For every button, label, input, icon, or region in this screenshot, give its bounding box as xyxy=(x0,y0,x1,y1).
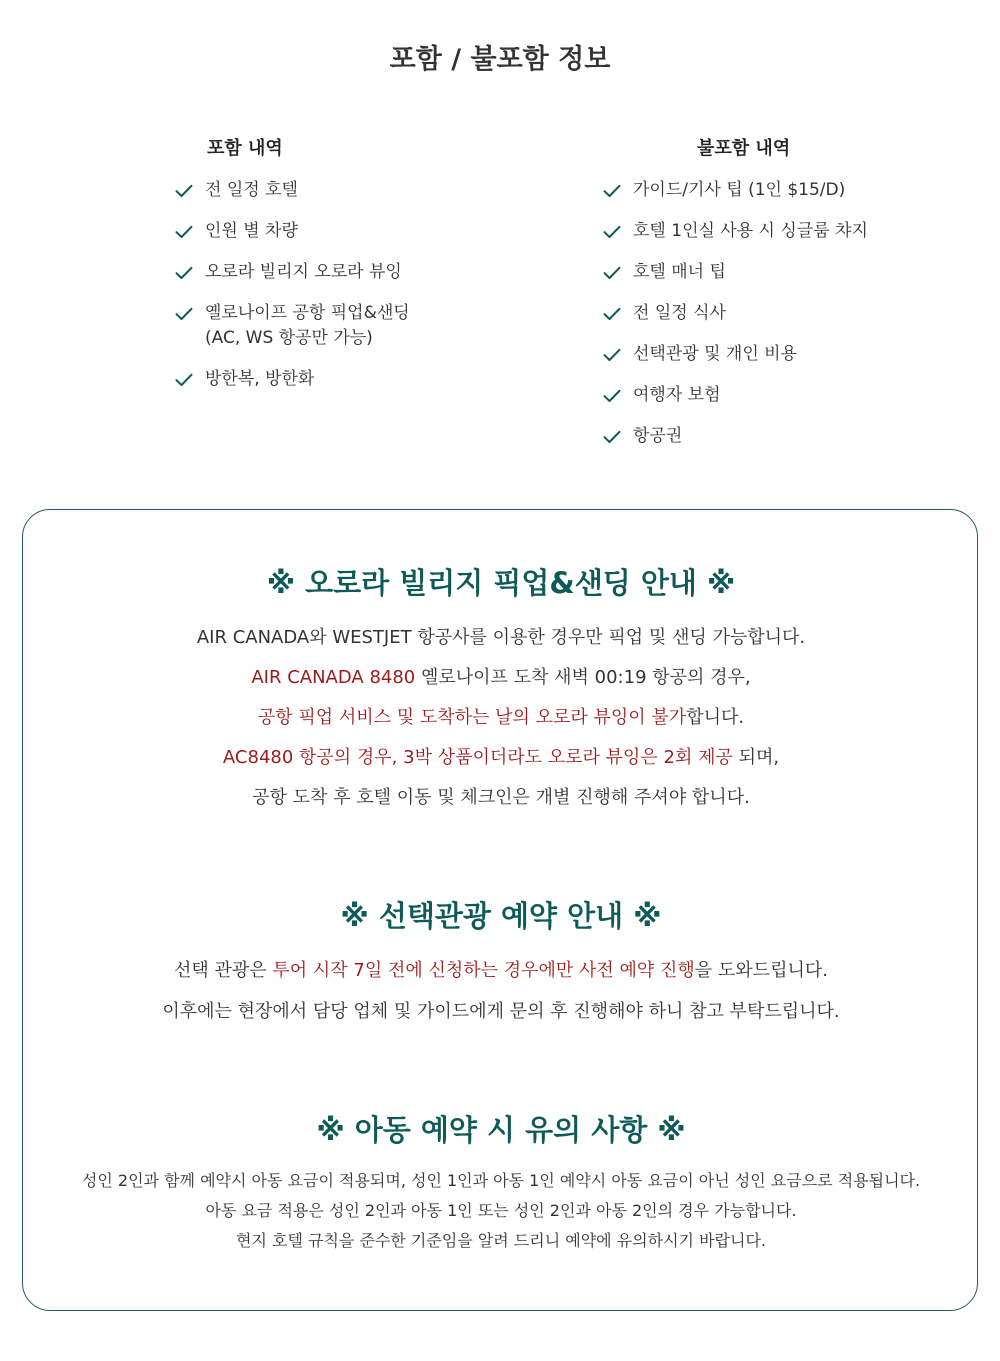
list-item-text: 가이드/기사 팁 (1인 $15/D) xyxy=(633,180,846,200)
list-item xyxy=(603,260,933,285)
included-list xyxy=(175,178,505,392)
list-item-text: 방한복, 방한화 xyxy=(205,369,315,389)
excluded-heading: 불포함 내역 xyxy=(697,138,791,159)
check-icon xyxy=(175,260,205,285)
list-item-text: 오로라 빌리지 오로라 뷰잉 xyxy=(205,262,402,282)
list-item xyxy=(603,383,933,408)
check-icon xyxy=(175,178,205,203)
list-item-text: 인원 별 차량 xyxy=(205,221,298,241)
excluded-column xyxy=(603,136,933,465)
pickup-line-2-highlight: AIR CANADA 8480 xyxy=(251,667,416,688)
list-item xyxy=(603,342,933,367)
list-item-text: 호텔 1인실 사용 시 싱글룸 챠지 xyxy=(633,221,868,241)
list-item xyxy=(175,367,505,392)
list-item xyxy=(175,178,505,203)
included-column xyxy=(175,136,505,408)
list-item xyxy=(603,219,933,244)
check-icon xyxy=(603,383,633,408)
list-item-text: 여행자 보험 xyxy=(633,385,721,405)
list-item xyxy=(603,178,933,203)
optional-tour-line-2: 이후에는 현장에서 담당 업체 및 가이드에게 문의 후 진행해야 하니 참고 부탁드립니다. xyxy=(162,1001,840,1022)
pickup-line-5: 공항 도착 후 호텔 이동 및 체크인은 개별 진행해 주셔야 합니다. xyxy=(252,787,750,808)
optional-tour-title: ※ 선택관광 예약 안내 ※ xyxy=(340,899,662,933)
child-line-2: 아동 요금 적용은 성인 2인과 아동 1인 또는 성인 2인과 아동 2인의 경우 가능합니다. xyxy=(205,1201,797,1220)
list-item xyxy=(175,260,505,285)
list-item-text: 전 일정 호텔 xyxy=(205,180,298,200)
list-item xyxy=(603,424,933,449)
child-line-3: 현지 호텔 규칙을 준수한 기준임을 알려 드리니 예약에 유의하시기 바랍니다. xyxy=(236,1231,766,1250)
notice-box xyxy=(22,509,978,1311)
child-line-1: 성인 2인과 함께 예약시 아동 요금이 적용되며, 성인 1인과 아동 1인 예약시 아동 요금이 아닌 성인 요금으로 적용됩니다. xyxy=(81,1171,921,1190)
optional-tour-line-1 xyxy=(23,958,979,984)
check-icon xyxy=(603,424,633,449)
title-section xyxy=(0,40,1000,80)
pickup-line-3-text: 합니다. xyxy=(686,707,745,728)
list-item-text: 호텔 매너 팁 xyxy=(633,262,726,282)
check-icon xyxy=(603,301,633,326)
list-item-text: 선택관광 및 개인 비용 xyxy=(633,344,798,364)
list-item xyxy=(175,219,505,244)
optional-tour-line-1-pre: 선택 관광은 xyxy=(174,960,273,981)
check-icon xyxy=(603,178,633,203)
check-icon xyxy=(603,219,633,244)
list-item xyxy=(603,301,933,326)
pickup-line-3-highlight: 공항 픽업 서비스 및 도착하는 날의 오로라 뷰잉이 불가 xyxy=(257,707,687,728)
page-title-text: 포함 / 불포함 정보 xyxy=(389,44,611,75)
list-item-text: 항공권 xyxy=(633,426,683,446)
check-icon xyxy=(175,301,205,326)
check-icon xyxy=(175,367,205,392)
pickup-line-2 xyxy=(23,665,979,691)
pickup-line-3 xyxy=(23,705,979,731)
check-icon xyxy=(175,219,205,244)
list-item-text: 전 일정 식사 xyxy=(633,303,726,323)
pickup-notice-title: ※ 오로라 빌리지 픽업&샌딩 안내 ※ xyxy=(266,566,736,600)
pickup-line-4-highlight: AC8480 항공의 경우, 3박 상품이더라도 오로라 뷰잉은 2회 제공 xyxy=(222,747,733,768)
check-icon xyxy=(603,342,633,367)
optional-tour-line-1-highlight: 투어 시작 7일 전에 신청하는 경우에만 사전 예약 진행 xyxy=(272,960,695,981)
optional-tour-line-1-post: 을 도와드립니다. xyxy=(694,960,828,981)
pickup-line-1: AIR CANADA와 WESTJET 항공사를 이용한 경우만 픽업 및 샌딩 가능합니다. xyxy=(196,627,806,648)
excluded-list xyxy=(603,178,933,449)
list-item-text: 옐로나이프 공항 픽업&샌딩 (AC, WS 항공만 가능) xyxy=(205,303,410,348)
check-icon xyxy=(603,260,633,285)
pickup-line-4-text: 되며, xyxy=(732,747,780,768)
list-item xyxy=(175,301,505,351)
pickup-line-4 xyxy=(23,745,979,771)
child-notice-title: ※ 아동 예약 시 유의 사항 ※ xyxy=(316,1113,686,1147)
included-heading: 포함 내역 xyxy=(207,138,283,159)
pickup-line-2-text: 옐로나이프 도착 새벽 00:19 항공의 경우, xyxy=(415,667,751,688)
page-title xyxy=(372,40,629,80)
